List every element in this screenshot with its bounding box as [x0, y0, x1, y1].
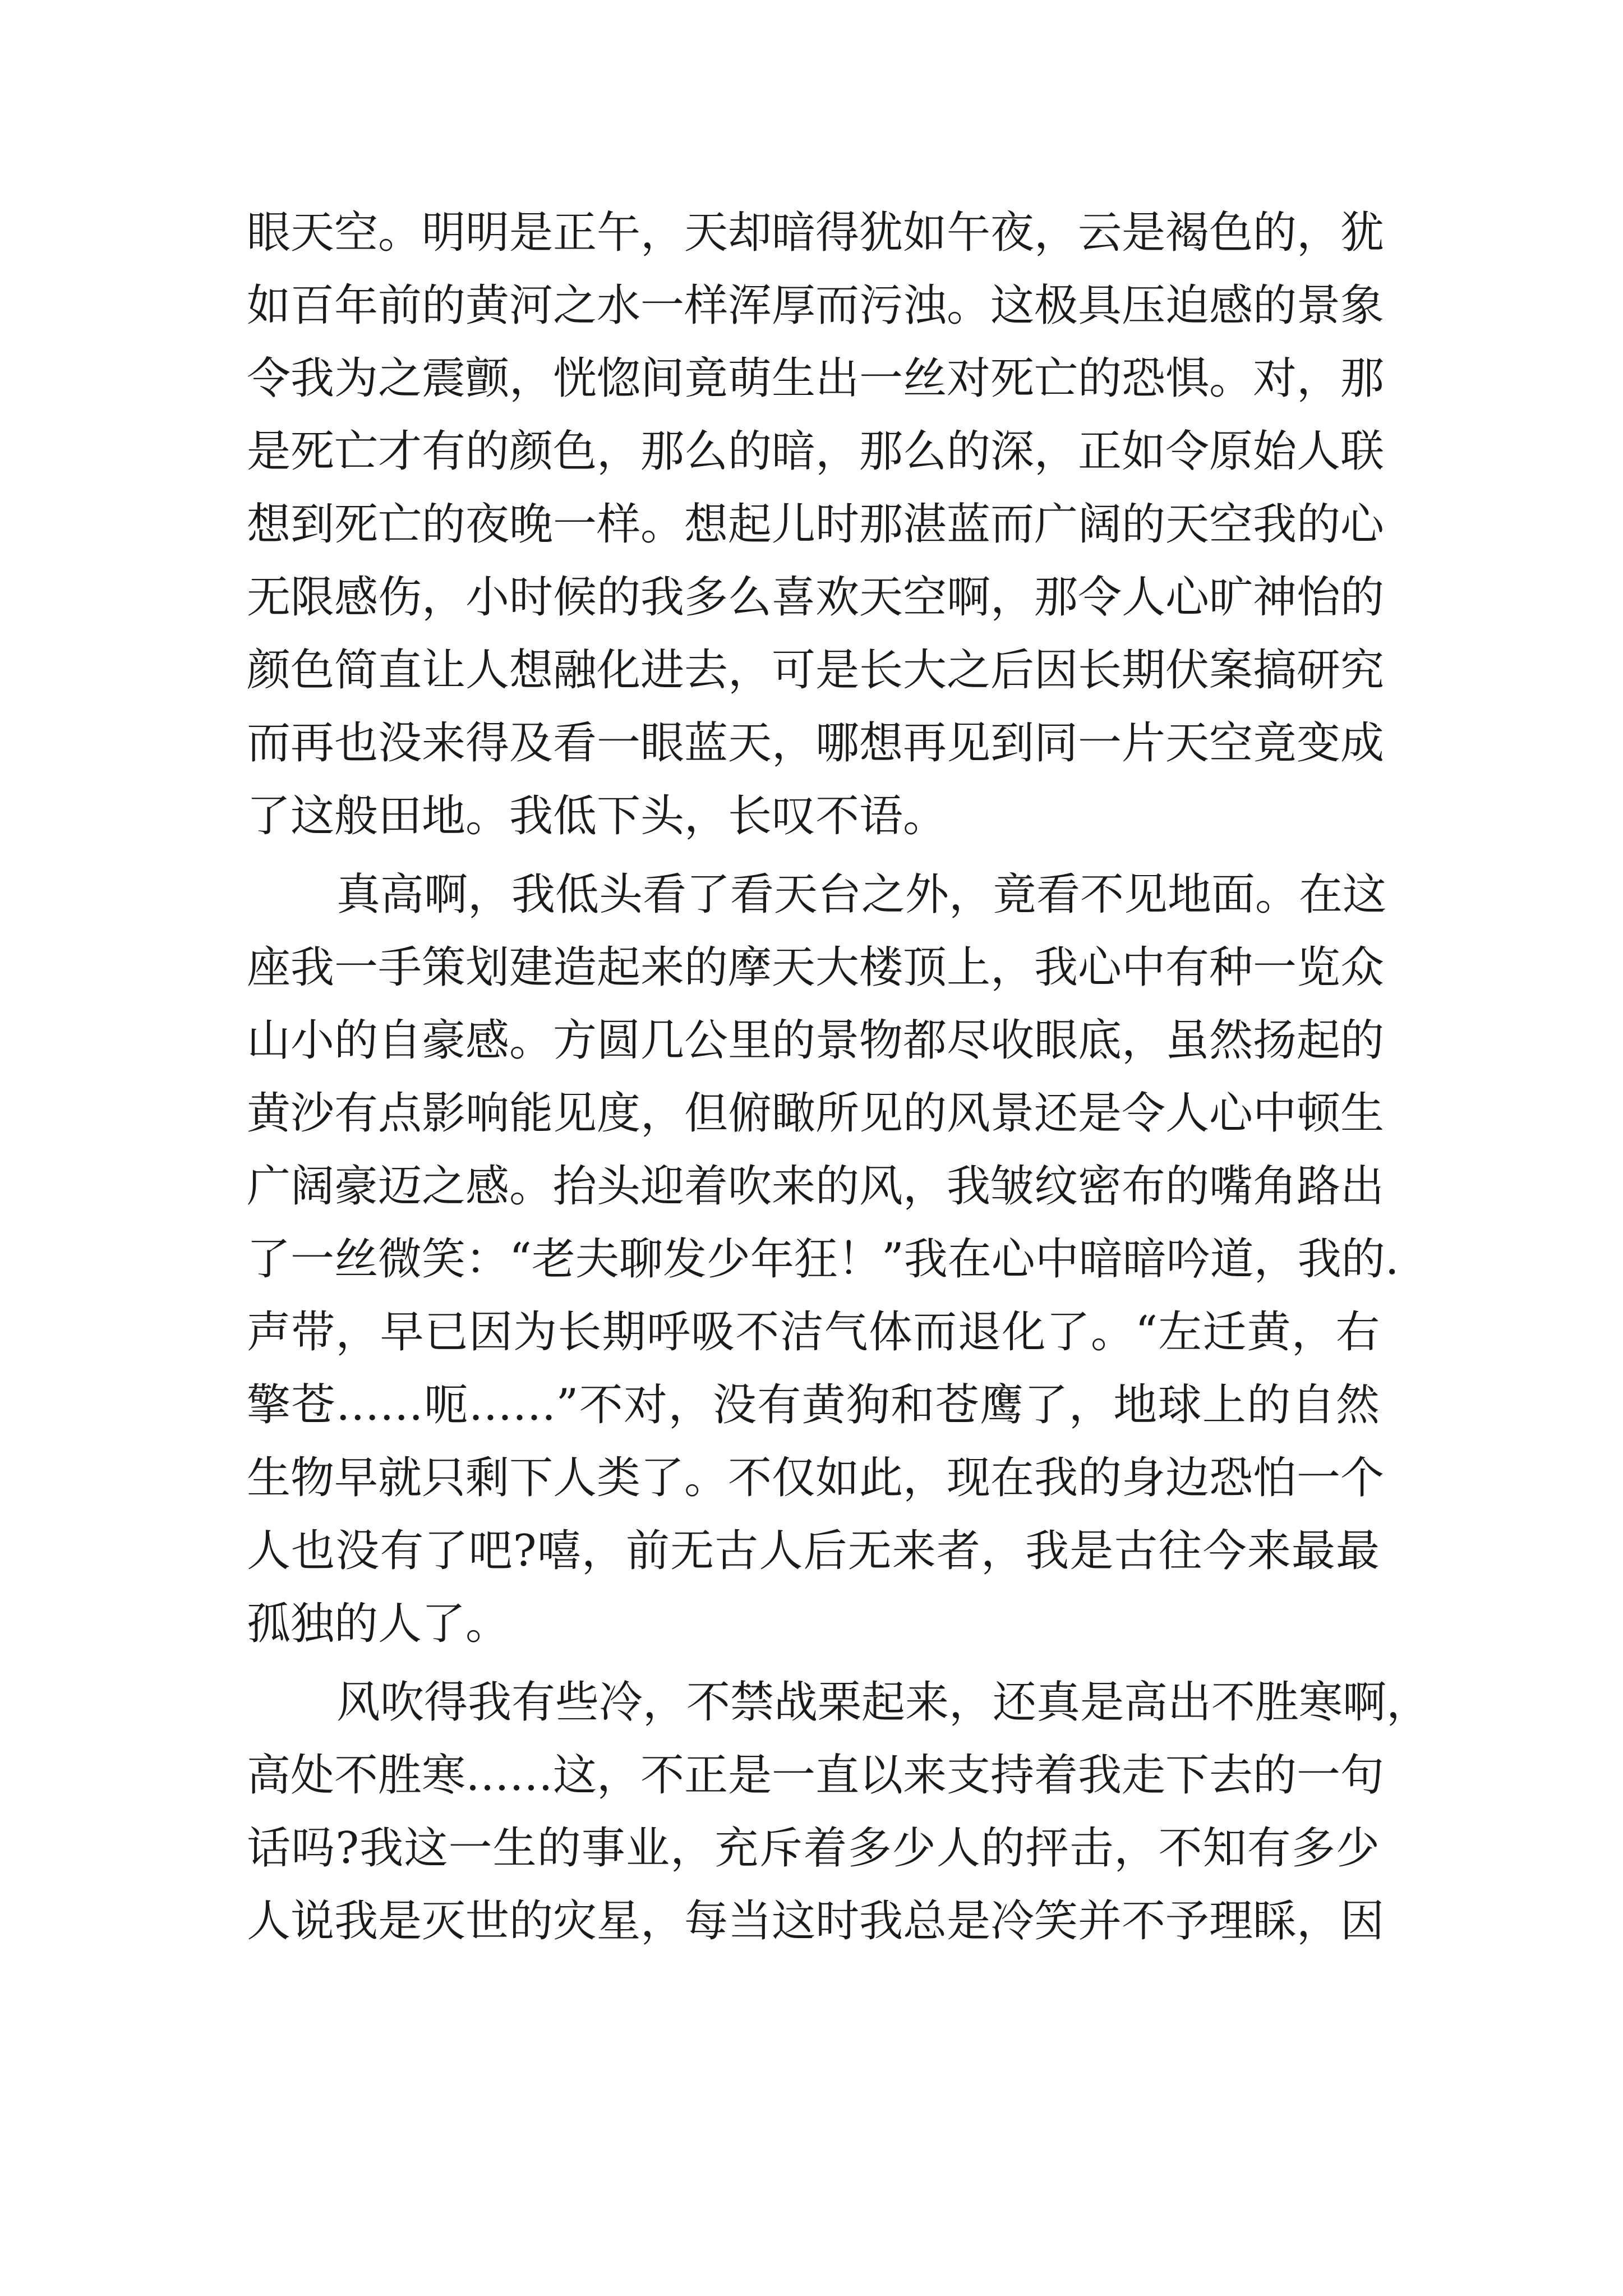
- text-line: 山小的自豪感。方圆几公里的景物都尽收眼底，虽然扬起的: [247, 1015, 1385, 1066]
- text-line: 黄沙有点影响能见度，但俯瞰所见的风景还是令人心中顿生: [247, 1088, 1385, 1139]
- text-line: 擎苍……呃……”不对，没有黄狗和苍鹰了，地球上的自然: [247, 1380, 1380, 1430]
- text-line: 如百年前的黄河之水一样浑厚而污浊。这极具压迫感的景象: [247, 280, 1385, 331]
- text-line: 座我一手策划建造起来的摩天大楼顶上，我心中有种一览众: [247, 942, 1385, 993]
- text-line: 了这般田地。我低下头，长叹不语。: [247, 791, 947, 841]
- text-line: 令我为之震颤，恍惚间竟萌生出一丝对死亡的恐惧。对，那: [247, 353, 1385, 404]
- text-line: 真高啊，我低头看了看天台之外，竟看不见地面。在这: [336, 869, 1387, 920]
- text-line: 生物早就只剩下人类了。不仅如此，现在我的身边恐怕一个: [247, 1453, 1385, 1503]
- text-line: 人也没有了吧?嘻，前无古人后无来者，我是古往今来最最: [247, 1526, 1380, 1576]
- text-line: 而再也没来得及看一眼蓝天，哪想再见到同一片天空竟变成: [247, 718, 1385, 769]
- text-line: 广阔豪迈之感。抬头迎着吹来的风，我皱纹密布的嘴角路出: [247, 1161, 1385, 1212]
- text-line: 风吹得我有些冷，不禁战栗起来，还真是高出不胜寒啊，: [336, 1677, 1431, 1728]
- text-line: 是死亡才有的颜色，那么的暗，那么的深，正如令原始人联: [247, 426, 1385, 477]
- text-line: 想到死亡的夜晚一样。想起儿时那湛蓝而广阔的天空我的心: [247, 499, 1385, 550]
- text-line: 人说我是灭世的灾星，每当这时我总是冷笑并不予理睬，因: [247, 1896, 1385, 1947]
- text-line: 了一丝微笑：“老夫聊发少年狂！”我在心中暗暗吟道，我的.: [247, 1234, 1399, 1285]
- text-line: 话吗?我这一生的事业，充斥着多少人的抨击，不知有多少: [247, 1823, 1380, 1874]
- text-line: 眼天空。明明是正午，天却暗得犹如午夜，云是褐色的，犹: [247, 208, 1385, 258]
- text-line: 无限感伤，小时候的我多么喜欢天空啊，那令人心旷神怡的: [247, 572, 1385, 623]
- text-line: 颜色简直让人想融化进去，可是长大之后因长期伏案搞研究: [247, 645, 1385, 696]
- text-line: 孤独的人了。: [247, 1599, 510, 1649]
- text-line: 声带，早已因为长期呼吸不洁气体而退化了。“左迁黄，右: [247, 1307, 1380, 1358]
- text-line: 高处不胜寒……这，不正是一直以来支持着我走下去的一句: [247, 1750, 1385, 1801]
